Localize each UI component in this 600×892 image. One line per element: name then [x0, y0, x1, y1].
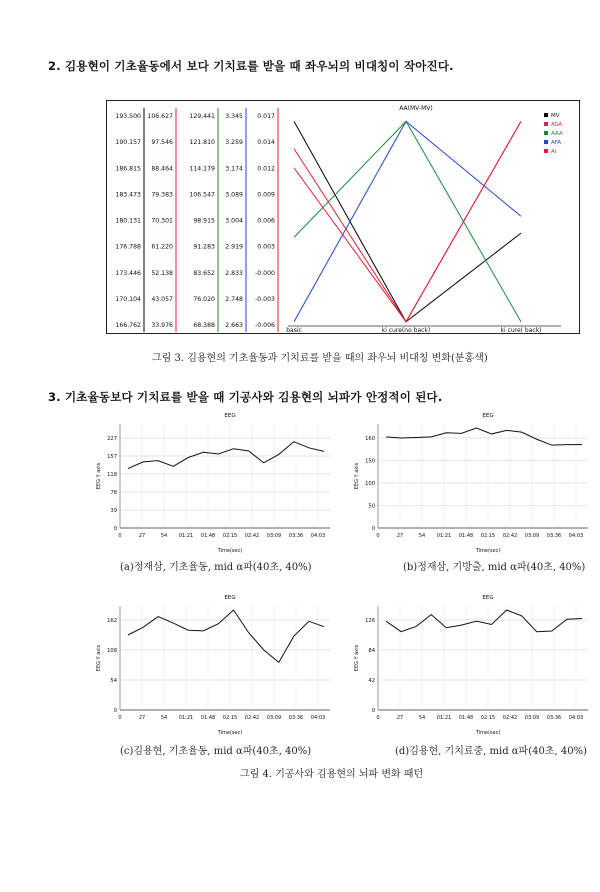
x-tick-label: 03:09	[524, 533, 540, 539]
legend-label: MV	[551, 113, 560, 119]
x-tick-label: 04:03	[568, 533, 584, 539]
table-value: 88.464	[151, 165, 173, 173]
y-tick-label: 0	[113, 526, 117, 532]
table-value: 0.003	[257, 243, 275, 251]
legend-swatch	[544, 122, 548, 126]
table-value: 0.017	[257, 113, 275, 120]
y-tick-label: 54	[110, 678, 117, 684]
x-axis-label: Time(sec)	[217, 730, 243, 736]
table-value: 176.788	[115, 243, 141, 251]
x-tick-label: 03:36	[288, 533, 304, 539]
table-value: 0.006	[257, 217, 275, 225]
x-tick-label: 02:42	[244, 533, 260, 539]
table-value: 83.652	[193, 269, 215, 277]
table-value: 3.259	[225, 139, 243, 147]
x-tick-label: ki cure(no back)	[381, 327, 431, 334]
x-tick-label: 02:15	[222, 715, 238, 721]
x-tick-label: 01:21	[436, 533, 452, 539]
x-tick-label: 01:21	[178, 715, 194, 721]
eeg-caption-a: (a)정재삼, 기초율동, mid α파(40초, 40%)	[120, 562, 312, 573]
table-value: 180.131	[115, 217, 141, 225]
x-axis-label: Time(sec)	[475, 548, 501, 554]
x-tick-label: 03:36	[288, 715, 304, 721]
x-tick-label: 01:48	[458, 533, 474, 539]
asymmetry-chart	[106, 100, 580, 334]
eeg-series-line	[386, 610, 582, 632]
series-line-aaa	[294, 121, 521, 321]
x-tick-label: 0	[118, 715, 122, 721]
figure-frame	[107, 101, 580, 334]
eeg-series-line	[128, 442, 324, 469]
x-tick-label: 02:15	[480, 715, 496, 721]
x-axis-label: Time(sec)	[217, 548, 243, 554]
chart-title: EEG	[224, 413, 236, 419]
eeg-chart-a	[92, 408, 342, 558]
table-value: 121.810	[189, 139, 215, 147]
table-value: 33.976	[151, 322, 173, 329]
eeg-series-line	[386, 428, 582, 445]
figure-4-caption: 그림 4. 기공사와 김용현의 뇌파 변화 패턴	[240, 769, 424, 780]
legend-swatch	[544, 140, 548, 144]
table-value: 43.057	[151, 295, 173, 303]
legend-swatch	[544, 131, 548, 135]
y-tick-label: 50	[368, 503, 375, 510]
x-tick-label: 0	[376, 715, 380, 721]
table-value: 2.663	[225, 322, 243, 329]
x-tick-label: 54	[418, 715, 426, 721]
x-tick-label: 02:15	[480, 533, 496, 539]
x-tick-label: 04:03	[568, 715, 584, 721]
chart-title: AA(MV-MV)	[399, 105, 433, 112]
eeg-chart-b	[350, 408, 600, 558]
table-value: 79.383	[151, 191, 173, 199]
legend-label: ASA	[551, 122, 563, 128]
legend-label: AFA	[551, 140, 562, 146]
y-tick-label: 42	[368, 678, 375, 684]
table-value: 70.301	[151, 217, 173, 225]
legend-label: AI	[551, 149, 557, 155]
x-tick-label: 0	[118, 533, 122, 539]
y-tick-label: 126	[365, 618, 375, 624]
x-tick-label: 27	[396, 533, 404, 539]
x-tick-label: 04:03	[310, 715, 326, 721]
chart-title: EEG	[482, 595, 494, 601]
legend-swatch	[544, 149, 548, 153]
x-axis-label: Time(sec)	[475, 730, 501, 736]
x-tick-label: ki cure( back)	[500, 327, 542, 334]
y-tick-label: 100	[365, 481, 375, 487]
x-tick-label: 01:21	[178, 533, 194, 539]
y-tick-label: 0	[371, 708, 375, 714]
x-tick-label: 54	[160, 715, 168, 721]
table-value: 193.500	[115, 113, 141, 120]
y-tick-label: 157	[107, 454, 117, 460]
chart-title: EEG	[224, 595, 236, 601]
x-tick-label: 01:21	[436, 715, 452, 721]
x-tick-label: 03:09	[266, 715, 282, 721]
eeg-caption-b: (b)정재삼, 기방출, mid α파(40초, 40%)	[403, 562, 586, 573]
table-value: 91.283	[193, 243, 215, 251]
eeg-chart-d	[350, 590, 600, 740]
table-value: 2.919	[225, 243, 243, 251]
table-value: 114.179	[189, 165, 215, 173]
table-value: 3.004	[225, 217, 243, 225]
heading-2: 2. 김용현이 기초율동에서 보다 기치료를 받을 때 좌우뇌의 비대칭이 작아진다.	[48, 59, 454, 73]
y-tick-label: 39	[110, 508, 117, 514]
table-value: 170.104	[115, 295, 141, 303]
table-value: 3.345	[225, 113, 243, 120]
eeg-caption-c: (c)김용현, 기초율동, mid α파(40초, 40%)	[120, 746, 312, 757]
x-tick-label: 01:48	[200, 533, 216, 539]
x-tick-label: 02:42	[244, 715, 260, 721]
x-tick-label: 02:15	[222, 533, 238, 539]
series-line-mv	[294, 121, 521, 321]
y-tick-label: 150	[365, 458, 375, 465]
eeg-chart-c	[92, 590, 342, 740]
x-tick-label: 03:36	[546, 715, 562, 721]
table-value: 68.388	[193, 322, 215, 329]
table-value: 52.138	[151, 269, 173, 277]
y-tick-label: 78	[110, 490, 117, 496]
x-tick-label: 02:42	[502, 715, 518, 721]
y-tick-label: 108	[107, 648, 117, 654]
table-value: -0.006	[255, 322, 275, 329]
y-tick-label: 0	[371, 526, 375, 532]
series-line-ai	[294, 121, 521, 321]
table-value: 0.009	[257, 191, 275, 199]
x-tick-label: 03:36	[546, 533, 562, 539]
y-tick-label: 227	[107, 436, 117, 442]
table-value: 106.547	[189, 191, 215, 199]
legend-swatch	[544, 113, 548, 117]
y-axis-label: EEG Y axis	[354, 462, 360, 490]
x-tick-label: 02:42	[502, 533, 518, 539]
table-value: 190.157	[115, 139, 141, 147]
x-tick-label: 03:09	[266, 533, 282, 539]
y-tick-label: 160	[365, 436, 375, 442]
x-tick-label: 54	[418, 533, 426, 539]
table-value: 186.815	[115, 165, 141, 173]
table-value: 98.915	[193, 217, 215, 225]
heading-3: 3. 기초율동보다 기치료를 받을 때 기공사와 김용현의 뇌파가 안정적이 된다.	[48, 390, 443, 404]
eeg-caption-d: (d)김용현, 기치료중, mid α파(40초, 40%)	[395, 746, 587, 757]
table-value: 2.748	[225, 295, 243, 303]
table-value: 3.174	[225, 165, 243, 173]
table-value: 61.220	[151, 243, 173, 251]
x-tick-label: basic	[286, 327, 302, 334]
table-value: 166.762	[115, 322, 141, 329]
x-tick-label: 27	[138, 715, 146, 721]
x-tick-label: 03:09	[524, 715, 540, 721]
figure-3	[106, 100, 580, 334]
legend-label: AAA	[551, 131, 563, 137]
chart-title: EEG	[482, 413, 494, 419]
table-value: 106.627	[147, 113, 173, 120]
x-tick-label: 01:48	[200, 715, 216, 721]
x-tick-label: 0	[376, 533, 380, 539]
figure-3-caption: 그림 3. 김용현의 기초율동과 기치료를 받을 때의 좌우뇌 비대칭 변화(분홍색)	[152, 353, 488, 364]
y-tick-label: 84	[368, 648, 375, 654]
x-tick-label: 27	[138, 533, 146, 539]
table-value: 0.012	[257, 165, 275, 173]
x-tick-label: 54	[160, 533, 168, 539]
eeg-series-line	[128, 610, 324, 662]
y-tick-label: 162	[107, 618, 117, 624]
series-line-asa	[294, 121, 521, 321]
y-axis-label: EEG Y axis	[96, 462, 102, 490]
x-tick-label: 27	[396, 715, 404, 721]
table-value: 0.014	[257, 139, 275, 147]
y-axis-label: EEG Y axis	[96, 644, 102, 672]
table-value: -0.000	[255, 269, 275, 277]
x-tick-label: 01:48	[458, 715, 474, 721]
table-value: 76.020	[193, 295, 215, 303]
series-line-afa	[294, 121, 521, 321]
y-axis-label: EEG Y axis	[354, 644, 360, 672]
table-value: 173.446	[115, 269, 141, 277]
x-tick-label: 04:03	[310, 533, 326, 539]
table-value: 129.441	[189, 113, 215, 120]
table-value: -0.003	[255, 295, 275, 303]
table-value: 2.833	[225, 269, 243, 277]
table-value: 3.089	[225, 191, 243, 199]
table-value: 183.473	[115, 191, 141, 199]
y-tick-label: 118	[107, 472, 117, 478]
table-value: 97.546	[151, 139, 173, 147]
y-tick-label: 0	[113, 708, 117, 714]
